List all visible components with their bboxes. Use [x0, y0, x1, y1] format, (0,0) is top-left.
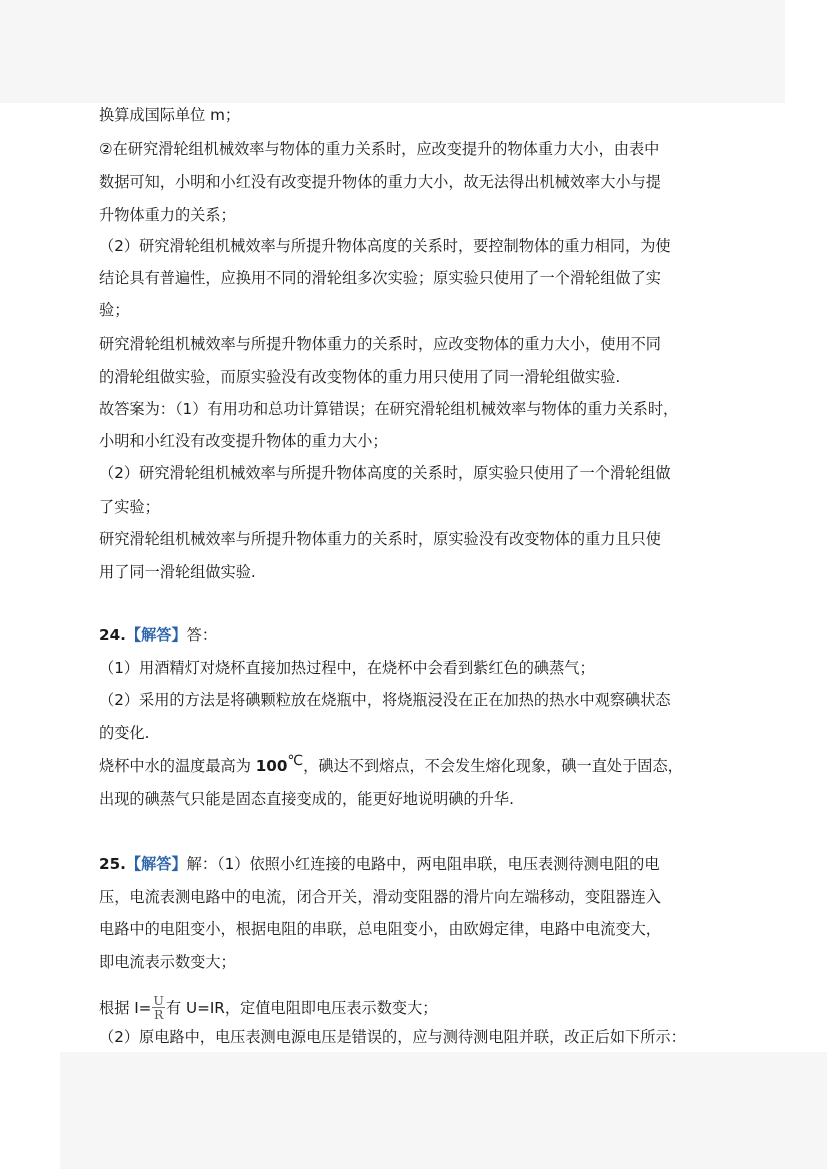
text-line: 结论具有普遍性，应换用不同的滑轮组多次实验；原实验只使用了一个滑轮组做了实 — [99, 269, 661, 287]
text-line: 故答案为：（1）有用功和总功计算错误；在研究滑轮组机械效率与物体的重力关系时， — [99, 400, 679, 418]
text-line: （2）原电路中，电压表测电源电压是错误的，应与测待测电阻并联，改正后如下所示： — [99, 1028, 686, 1046]
text-line: 验； — [99, 301, 130, 319]
question-number: 24. — [99, 626, 126, 644]
fraction-denominator: R — [153, 1007, 164, 1022]
text-line: 研究滑轮组机械效率与所提升物体重力的关系时，应改变物体的重力大小，使用不同 — [99, 335, 661, 353]
text-line: （2）研究滑轮组机械效率与所提升物体高度的关系时，要控制物体的重力相同，为使 — [99, 237, 671, 255]
text-line: 换算成国际单位 m； — [99, 106, 241, 124]
text-line: 研究滑轮组机械效率与所提升物体重力的关系时，原实验没有改变物体的重力且只使 — [99, 530, 661, 548]
text-line: 数据可知，小明和小红没有改变提升物体的重力大小，故无法得出机械效率大小与提 — [99, 173, 661, 191]
question-number: 25. — [99, 855, 126, 873]
text-line: （1）用酒精灯对烧杯直接加热过程中，在烧杯中会看到紫红色的碘蒸气； — [99, 659, 595, 677]
text-line: 小明和小红没有改变提升物体的重力大小； — [99, 432, 388, 450]
text-line: 升物体重力的关系； — [99, 206, 236, 224]
fraction — [152, 994, 165, 1021]
question-25-heading — [99, 853, 660, 875]
text-line: 即电流表示数变大； — [99, 953, 236, 971]
text-line: 出现的碘蒸气只能是固态直接变成的，能更好地说明碘的升华. — [99, 790, 514, 808]
page-footer-band — [60, 1052, 827, 1169]
answer-tag: 【解答】 — [125, 626, 187, 644]
text-line: 的滑轮组做实验，而原实验没有改变物体的重力用只使用了同一滑轮组做实验. — [99, 368, 621, 386]
question-24-heading — [99, 624, 217, 646]
text-line: 电路中的电阻变小，根据电阻的串联，总电阻变小，由欧姆定律，电路中电流变大， — [99, 920, 661, 938]
temperature-suffix: ，碘达不到熔点，不会发生熔化现象，碘一直处于固态， — [303, 757, 683, 775]
text-line: ②在研究滑轮组机械效率与物体的重力关系时，应改变提升的物体重力大小，由表中 — [99, 140, 660, 158]
formula-line — [99, 993, 438, 1022]
temperature-value: 100 — [255, 757, 288, 775]
text-line: （2）研究滑轮组机械效率与所提升物体高度的关系时，原实验只使用了一个滑轮组做 — [99, 464, 671, 482]
temperature-unit: ℃ — [287, 753, 304, 769]
answer-lead: 解：（1）依照小红连接的电路中，两电阻串联，电压表测待测电阻的电 — [186, 855, 660, 873]
text-line: 用了同一滑轮组做实验. — [99, 563, 256, 581]
text-line: 的变化. — [99, 724, 150, 742]
answer-tag: 【解答】 — [125, 855, 187, 873]
formula-prefix: 根据 I= — [99, 999, 152, 1017]
page-header-band — [0, 0, 785, 103]
temperature-line — [99, 755, 683, 777]
fraction-numerator: U — [153, 993, 164, 1008]
temperature-prefix: 烧杯中水的温度最高为 — [99, 757, 256, 775]
text-line: 压，电流表测电路中的电流，闭合开关，滑动变阻器的滑片向左端移动，变阻器连入 — [99, 888, 661, 906]
answer-lead: 答： — [186, 626, 218, 644]
text-line: 了实验； — [99, 498, 160, 516]
formula-suffix: 有 U=IR，定值电阻即电压表示数变大； — [165, 999, 438, 1017]
text-line: （2）采用的方法是将碘颗粒放在烧瓶中，将烧瓶浸没在正在加热的热水中观察碘状态 — [99, 691, 671, 709]
